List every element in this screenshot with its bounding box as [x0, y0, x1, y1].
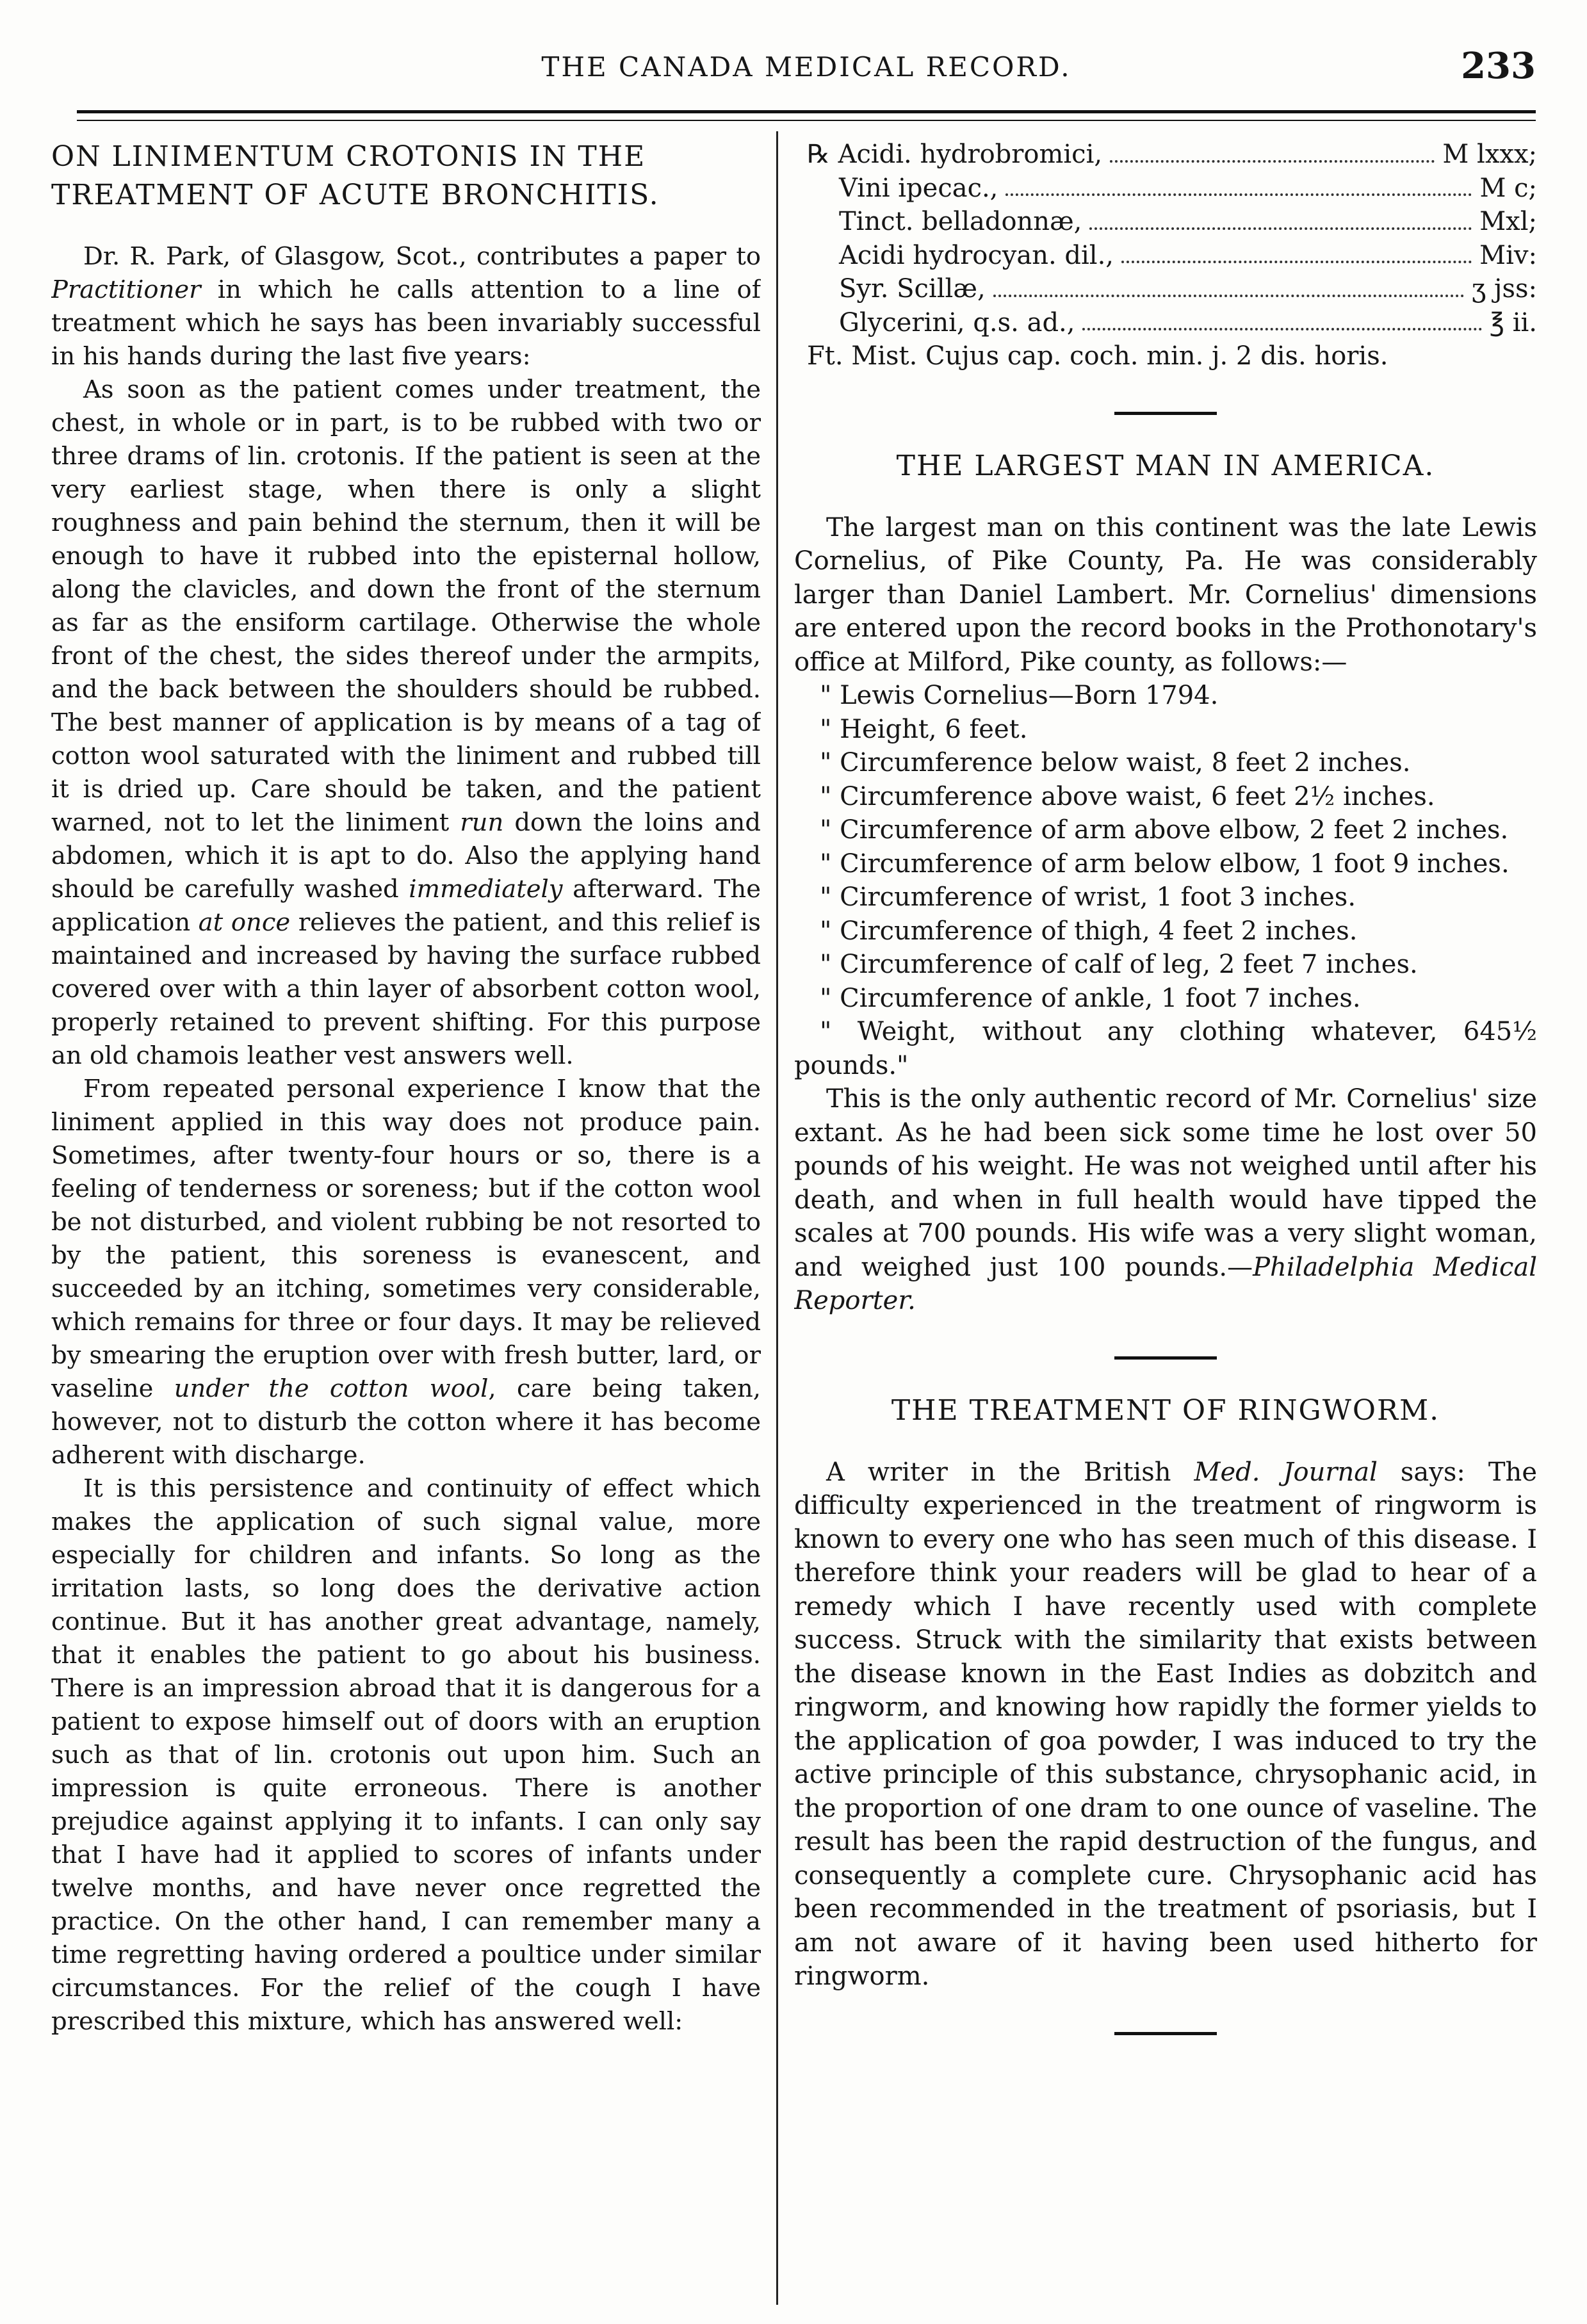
measurement: " Circumference of arm above elbow, 2 feet 2 inches. — [820, 815, 1509, 845]
measurement: " Circumference of arm below elbow, 1 foot 9 inches. — [820, 849, 1510, 879]
text: This is the only authentic record of Mr. Cornelius' size extant. As he had been sick some time he lost over 50 pounds of his weight. He was not weighed until after his death, and when in full health would have tipped the scales at 700 pounds. His wife was a very slight woman, and weighed just 100 pounds.— — [794, 1084, 1537, 1282]
journal-name: Med. Journal — [1194, 1457, 1378, 1487]
page-header — [77, 32, 1536, 109]
text: afterward. The application — [51, 875, 761, 937]
measurement: " Weight, without any clothing whatever, 645½ pounds." — [794, 1017, 1537, 1080]
left-column — [51, 138, 761, 2298]
article-title-largest-man: THE LARGEST MAN IN AMERICA. — [896, 449, 1435, 482]
leader-dots — [1005, 172, 1472, 197]
ingredient: Syr. Scillæ, — [839, 274, 986, 304]
text: As soon as the patient comes under treatment, the chest, in whole or in part, is to be rubbed with two or three drams of lin. crotonis. If the patient is seen at the very earliest stage, when there is only a slight roughness and pain behind the sternum, then it will be enough to have it rubbed into the episternal hollow, along the clavicles, and down the front of the sternum as far as the ensiform cartilage. Otherwise the whole front of the chest, the sides thereof under the armpits, and the back between the shoulders should be rubbed. The best manner of application is by means of a tag of cotton wool saturated with the liniment and rubbed till it is dried up. Care should be taken, and the patient warned, not to let the liniment — [51, 375, 761, 837]
paragraph — [51, 1073, 761, 1472]
text: relieves the patient, and this relief is maintained and increased by having the surface rubbed covered over with a thin layer of absorbent cotton wool, properly retained to prevent shifting. For this purpose an old chamois leather vest answers well. — [51, 908, 761, 1070]
measurement: " Circumference above waist, 6 feet 2½ inches. — [820, 781, 1435, 811]
leader-dots — [993, 272, 1464, 297]
prescription-row — [794, 306, 1537, 340]
ingredient: Vini ipecac., — [839, 173, 998, 203]
emphasis: under the cotton wool — [174, 1374, 489, 1403]
measurement: " Height, 6 feet. — [820, 714, 1028, 744]
dose: ℥ ii. — [1489, 307, 1537, 337]
ingredient: Acidi hydrocyan. dil., — [839, 240, 1114, 270]
measurement: " Circumference of ankle, 1 foot 7 inches. — [820, 983, 1361, 1013]
right-column — [794, 138, 1537, 2298]
dose: M lxxx; — [1442, 140, 1537, 169]
measurement: " Lewis Cornelius—Born 1794. — [820, 681, 1219, 710]
paragraph: It is this persistence and continuity of effect which makes the application of such signal value, more especially for children and infants. So long as the irritation lasts, so long does the derivative action continue. But it has another great advantage, namely, that it enables the patient to go about his business. There is an impression abroad that it is dangerous for a patient to expose himself out of doors with an eruption such as that of lin. crotonis out upon him. Such an impression is quite erroneous. There is another prejudice against applying it to infants. I can only say that I have had it applied to scores of infants under twelve months, and have never once regretted the practice. On the other hand, I can remember many a time regretting having ordered a poultice under similar circumstances. For the relief of the cough I have prescribed this mixture, which has answered well: — [51, 1474, 761, 2036]
emphasis: run — [460, 808, 504, 837]
text: Dr. R. Park, of Glasgow, Scot., contributes a paper to — [83, 242, 761, 271]
journal-name: Practitioner — [51, 275, 201, 304]
article-title-ringworm: THE TREATMENT OF RINGWORM. — [891, 1394, 1440, 1427]
paragraph — [794, 1456, 1537, 1994]
dose: Mxl; — [1479, 207, 1537, 236]
text: A writer in the British — [826, 1457, 1194, 1487]
paragraph: The largest man on this continent was the late Lewis Cornelius, of Pike County, Pa. He was considerably larger than Daniel Lambert. Mr. Cornelius' dimensions are entered upon the record books in the Prothonotary's office at Milford, Pike county, as follows:— — [794, 512, 1537, 677]
prescription-closing: Ft. Mist. Cujus cap. coch. min. j. 2 dis. horis. — [807, 341, 1388, 371]
ingredient: Tinct. belladonnæ, — [839, 207, 1082, 236]
ingredient: ℞ Acidi. hydrobromici, — [807, 140, 1103, 169]
header-rule-thick — [77, 110, 1536, 113]
measurement: " Circumference below waist, 8 feet 2 inches. — [820, 748, 1411, 777]
prescription-row — [794, 138, 1537, 172]
prescription-row — [794, 272, 1537, 306]
paragraph — [794, 1082, 1537, 1318]
prescription-row — [794, 205, 1537, 239]
section-rule — [1114, 412, 1217, 415]
measurement: " Circumference of wrist, 1 foot 3 inches. — [820, 882, 1356, 912]
leader-dots — [1089, 205, 1472, 230]
column-divider — [776, 131, 778, 2305]
measurements-list — [794, 679, 1537, 1082]
leader-dots — [1121, 239, 1472, 264]
leader-dots — [1110, 138, 1435, 163]
measurement: " Circumference of calf of leg, 2 feet 7 inches. — [820, 950, 1418, 979]
section-rule — [1114, 1356, 1217, 1360]
measurement: " Circumference of thigh, 4 feet 2 inches. — [820, 916, 1358, 946]
ingredient: Glycerini, q.s. ad., — [839, 307, 1075, 337]
prescription — [794, 138, 1537, 373]
leader-dots — [1082, 306, 1481, 331]
prescription-row — [794, 172, 1537, 206]
running-title: THE CANADA MEDICAL RECORD. — [541, 51, 1071, 83]
section-rule — [1114, 2032, 1217, 2035]
source-citation: Philadelphia Medical Reporter. — [794, 1252, 1537, 1315]
dose: Miv: — [1479, 240, 1537, 270]
emphasis: at once — [198, 908, 291, 937]
paragraph — [51, 240, 761, 373]
text: in which he calls attention to a line of treatment which he says has been invariably successful in his hands during the last five years: — [51, 275, 761, 371]
text: down the loins and abdomen, which it is apt to do. Also the applying hand should be carefully washed — [51, 808, 761, 904]
prescription-row — [794, 239, 1537, 273]
text: From repeated personal experience I know that the liniment applied in this way does not produce pain. Sometimes, after twenty-four hours or so, there is a feeling of tenderness or soreness; but if the cotton wool be not disturbed, and violent rubbing be not resorted to by the patient, this soreness is evanescent, and succeeded by an itching, sometimes very considerable, which remains for three or four days. It may be relieved by smearing the eruption over with fresh butter, lard, or vaseline — [51, 1075, 761, 1403]
emphasis: immediately — [409, 875, 563, 904]
article-title-linimentum: ON LINIMENTUM CROTONIS IN THE TREATMENT OF ACUTE BRONCHITIS. — [51, 140, 660, 211]
page-number: 233 — [1461, 45, 1536, 87]
header-rule-thin — [77, 120, 1536, 121]
dose: ʒ jss: — [1471, 274, 1537, 304]
dose: M c; — [1479, 173, 1537, 203]
text: says: The difficulty experienced in the treatment of ringworm is known to every one who has seen much of this disease. I therefore think your readers will be glad to hear of a remedy which I have recently used with complete success. Struck with the similarity that exists between the disease known in the East Indies as dobzitch and ringworm, and knowing how rapidly the former yields to the application of goa powder, I was induced to try the active principle of this substance, chrysophanic acid, in the proportion of one dram to one ounce of vaseline. The result has been the rapid destruction of the fungus, and consequently a complete cure. Chrysophanic acid has been recommended in the treatment of psoriasis, but I am not aware of it having been used hitherto for ringworm. — [794, 1457, 1537, 1991]
paragraph — [51, 373, 761, 1073]
text: , care being taken, however, not to disturb the cotton where it has become adherent with discharge. — [51, 1374, 761, 1470]
